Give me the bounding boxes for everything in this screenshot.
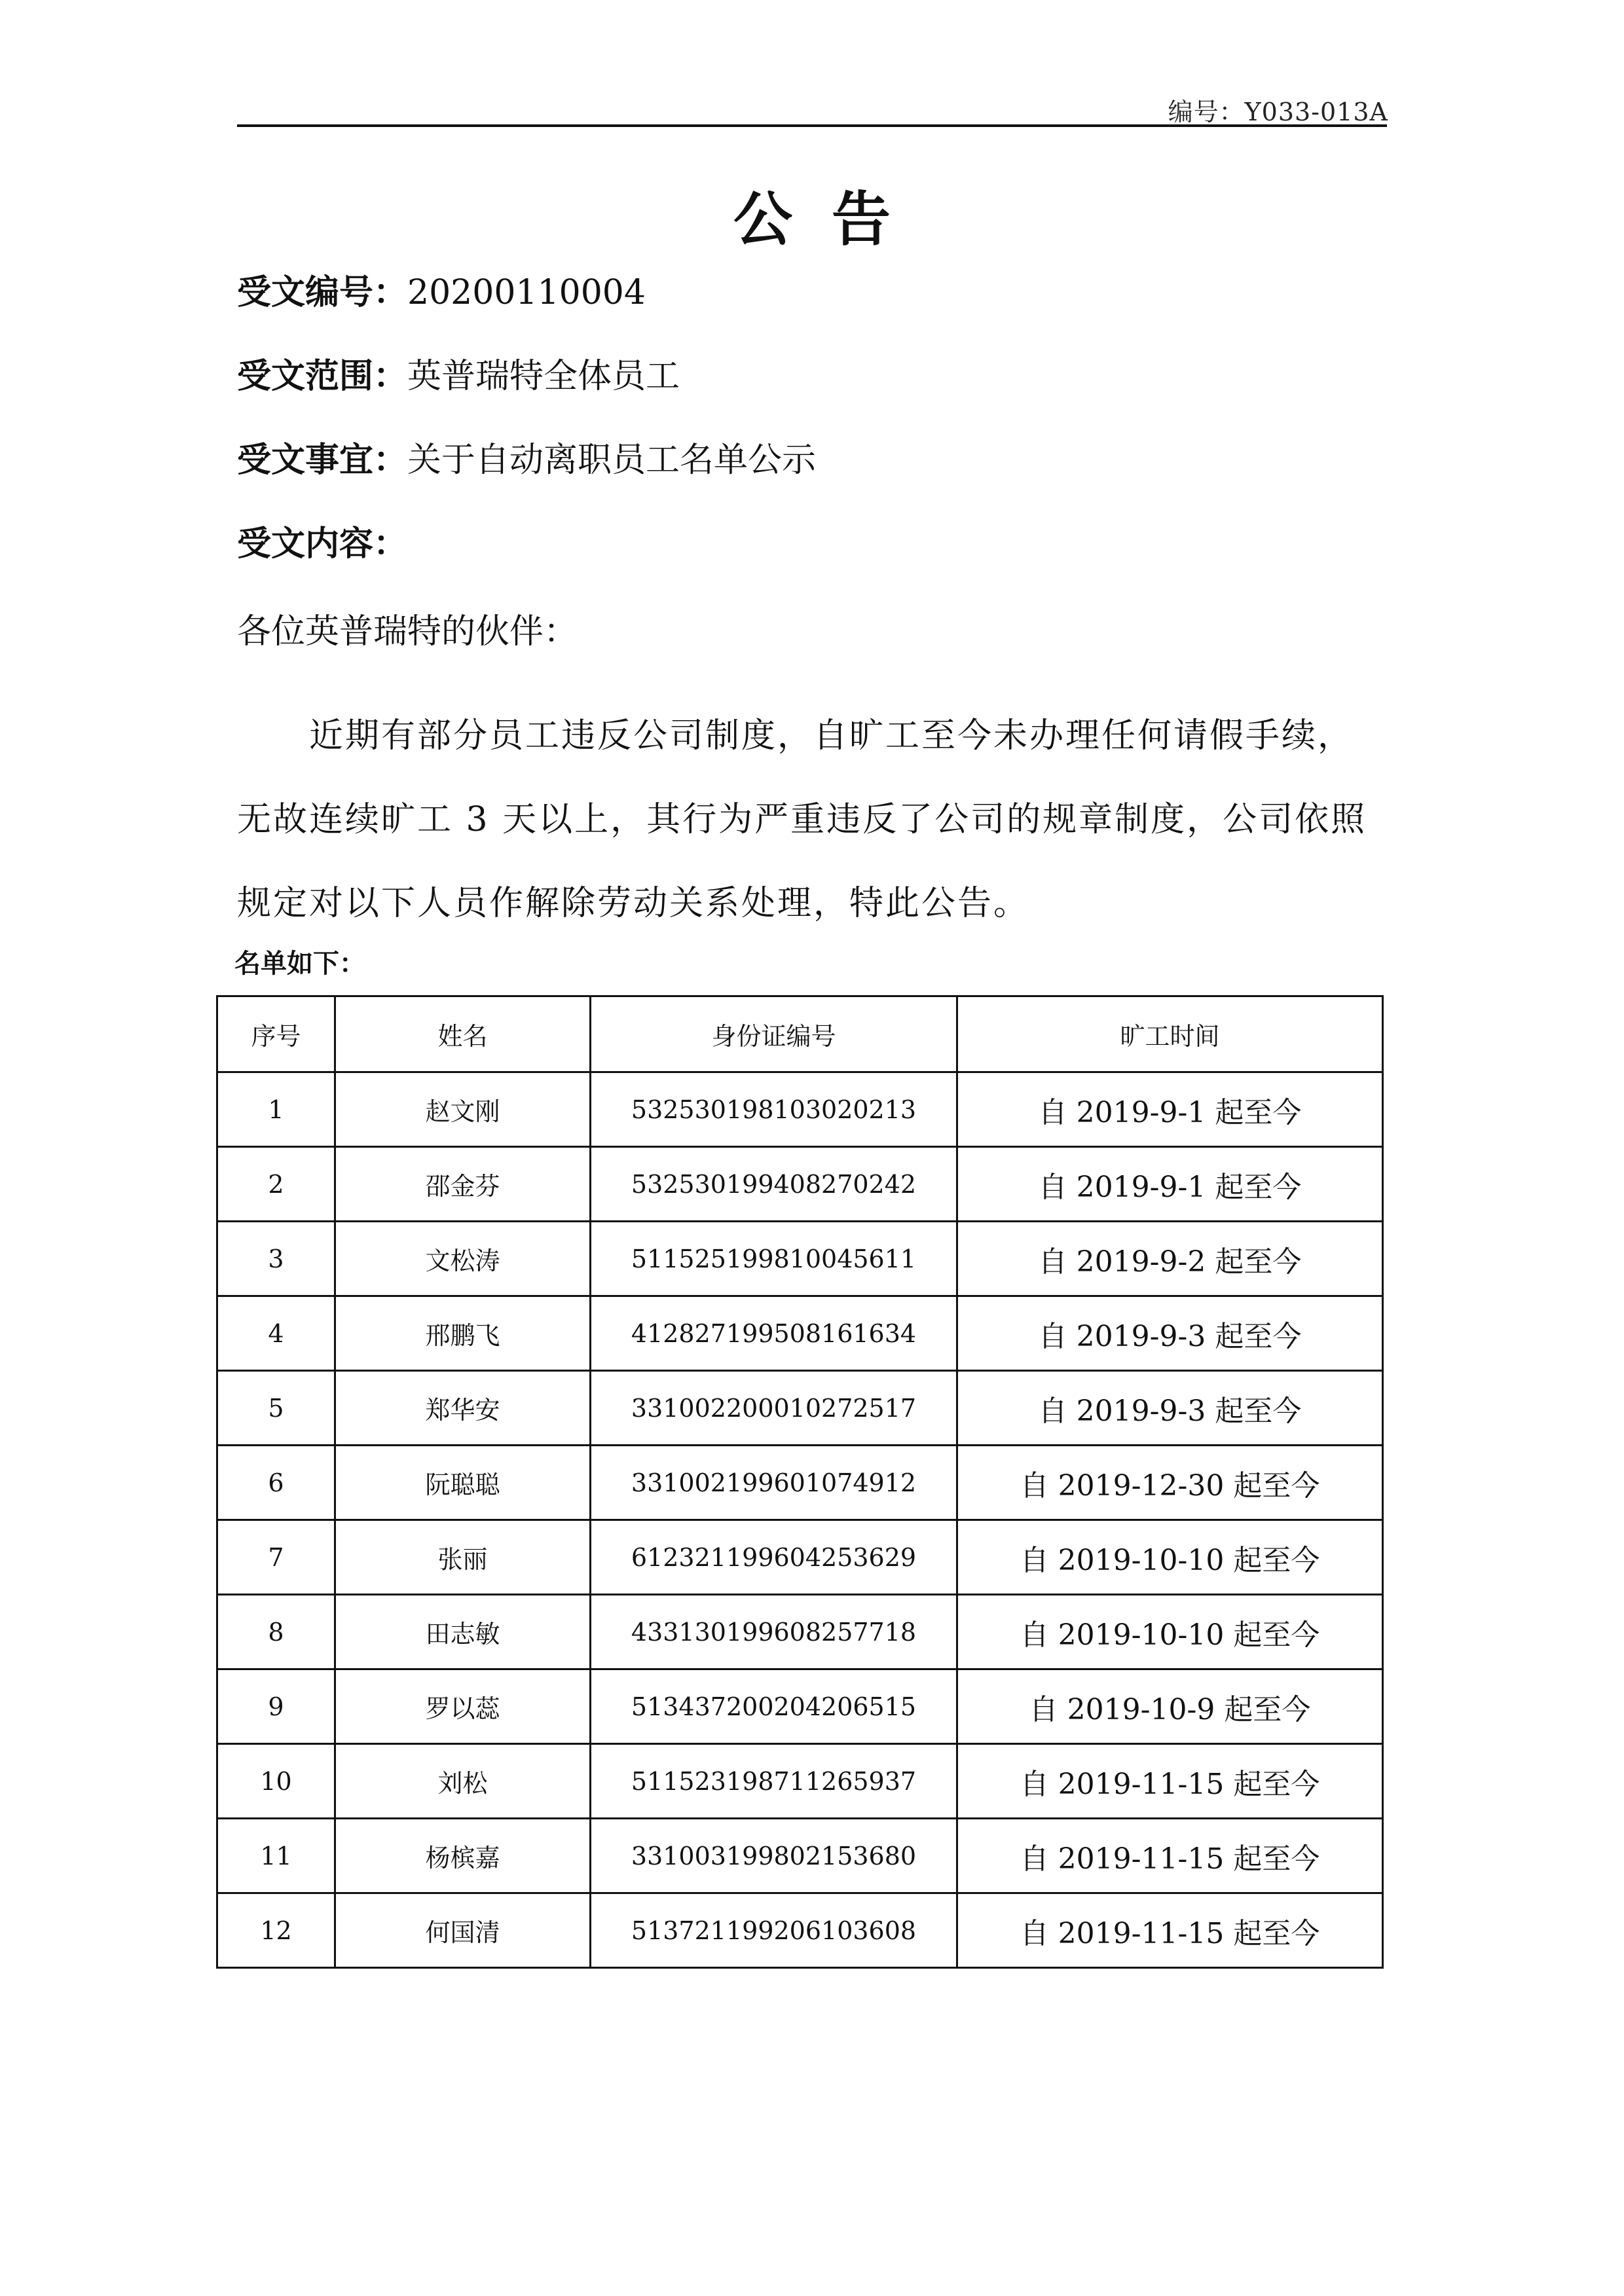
field-label-subject: 受文事宜： <box>237 441 408 480</box>
table-row <box>217 1072 1383 1147</box>
cell-name: 罗以蕊 <box>335 1669 591 1744</box>
table-row <box>217 1446 1383 1520</box>
cell-name: 何国清 <box>335 1893 591 1968</box>
header-name: 姓名 <box>335 996 591 1072</box>
cell-serial: 4 <box>217 1296 335 1371</box>
table-row <box>217 1819 1383 1893</box>
header-absence-period: 旷工时间 <box>957 996 1383 1072</box>
cell-serial: 7 <box>217 1520 335 1595</box>
header-serial: 序号 <box>217 996 335 1072</box>
list-title: 名单如下： <box>234 949 365 979</box>
table-row <box>217 1595 1383 1669</box>
table-header-row <box>217 996 1383 1072</box>
cell-absence-period: 自 2019-9-1 起至今 <box>957 1147 1383 1222</box>
cell-serial: 12 <box>217 1893 335 1968</box>
cell-absence-period: 自 2019-12-30 起至今 <box>957 1446 1383 1520</box>
field-document-number <box>237 270 646 316</box>
page-title: 公告 <box>733 185 930 254</box>
cell-id-number: 331003199802153680 <box>591 1819 957 1893</box>
cell-id-number: 331002199601074912 <box>591 1446 957 1520</box>
cell-name: 阮聪聪 <box>335 1446 591 1520</box>
cell-name: 郑华安 <box>335 1371 591 1446</box>
field-value-scope: 英普瑞特全体员工 <box>407 357 680 396</box>
cell-id-number: 513721199206103608 <box>591 1893 957 1968</box>
cell-absence-period: 自 2019-10-9 起至今 <box>957 1669 1383 1744</box>
field-content <box>237 521 407 567</box>
cell-absence-period: 自 2019-10-10 起至今 <box>957 1595 1383 1669</box>
table-row <box>217 1222 1383 1296</box>
table-row <box>217 1520 1383 1595</box>
dismissal-table <box>216 995 1384 1969</box>
field-value-number: 20200110004 <box>407 273 646 312</box>
greeting: 各位英普瑞特的伙伴： <box>237 612 578 651</box>
announcement-body: 近期有部分员工违反公司制度，自旷工至今未办理任何请假手续，无故连续旷工 3 天以上，其行为严重违反了公司的规章制度，公司依照规定对以下人员作解除劳动关系处理，特此公告。 <box>237 716 1367 923</box>
table-row <box>217 1744 1383 1819</box>
cell-absence-period: 自 2019-9-3 起至今 <box>957 1296 1383 1371</box>
cell-name: 赵文刚 <box>335 1072 591 1147</box>
cell-id-number: 612321199604253629 <box>591 1520 957 1595</box>
cell-id-number: 511523198711265937 <box>591 1744 957 1819</box>
cell-serial: 6 <box>217 1446 335 1520</box>
cell-name: 邵金芬 <box>335 1147 591 1222</box>
cell-absence-period: 自 2019-11-15 起至今 <box>957 1744 1383 1819</box>
cell-id-number: 412827199508161634 <box>591 1296 957 1371</box>
cell-name: 田志敏 <box>335 1595 591 1669</box>
field-value-subject: 关于自动离职员工名单公示 <box>407 441 817 480</box>
table-row <box>217 1669 1383 1744</box>
table-row <box>217 1371 1383 1446</box>
field-label-content: 受文内容： <box>237 524 408 564</box>
cell-serial: 10 <box>217 1744 335 1819</box>
field-subject <box>237 437 816 483</box>
cell-serial: 5 <box>217 1371 335 1446</box>
cell-name: 文松涛 <box>335 1222 591 1296</box>
document-number: 编号：Y033-013A <box>1168 98 1388 126</box>
cell-absence-period: 自 2019-9-1 起至今 <box>957 1072 1383 1147</box>
cell-name: 张丽 <box>335 1520 591 1595</box>
cell-absence-period: 自 2019-9-3 起至今 <box>957 1371 1383 1446</box>
cell-id-number: 513437200204206515 <box>591 1669 957 1744</box>
cell-id-number: 511525199810045611 <box>591 1222 957 1296</box>
cell-absence-period: 自 2019-11-15 起至今 <box>957 1893 1383 1968</box>
header-id-number: 身份证编号 <box>591 996 957 1072</box>
table-row <box>217 1893 1383 1968</box>
cell-absence-period: 自 2019-11-15 起至今 <box>957 1819 1383 1893</box>
cell-serial: 11 <box>217 1819 335 1893</box>
cell-serial: 8 <box>217 1595 335 1669</box>
cell-id-number: 331002200010272517 <box>591 1371 957 1446</box>
cell-serial: 9 <box>217 1669 335 1744</box>
table-row <box>217 1147 1383 1222</box>
cell-name: 邢鹏飞 <box>335 1296 591 1371</box>
field-scope <box>237 354 680 399</box>
field-label-number: 受文编号： <box>237 273 408 312</box>
cell-serial: 3 <box>217 1222 335 1296</box>
cell-serial: 1 <box>217 1072 335 1147</box>
header-divider <box>237 124 1387 127</box>
cell-id-number: 532530198103020213 <box>591 1072 957 1147</box>
cell-serial: 2 <box>217 1147 335 1222</box>
cell-id-number: 433130199608257718 <box>591 1595 957 1669</box>
table-row <box>217 1296 1383 1371</box>
field-label-scope: 受文范围： <box>237 357 408 396</box>
cell-name: 刘松 <box>335 1744 591 1819</box>
cell-absence-period: 自 2019-10-10 起至今 <box>957 1520 1383 1595</box>
cell-name: 杨槟嘉 <box>335 1819 591 1893</box>
cell-absence-period: 自 2019-9-2 起至今 <box>957 1222 1383 1296</box>
cell-id-number: 532530199408270242 <box>591 1147 957 1222</box>
